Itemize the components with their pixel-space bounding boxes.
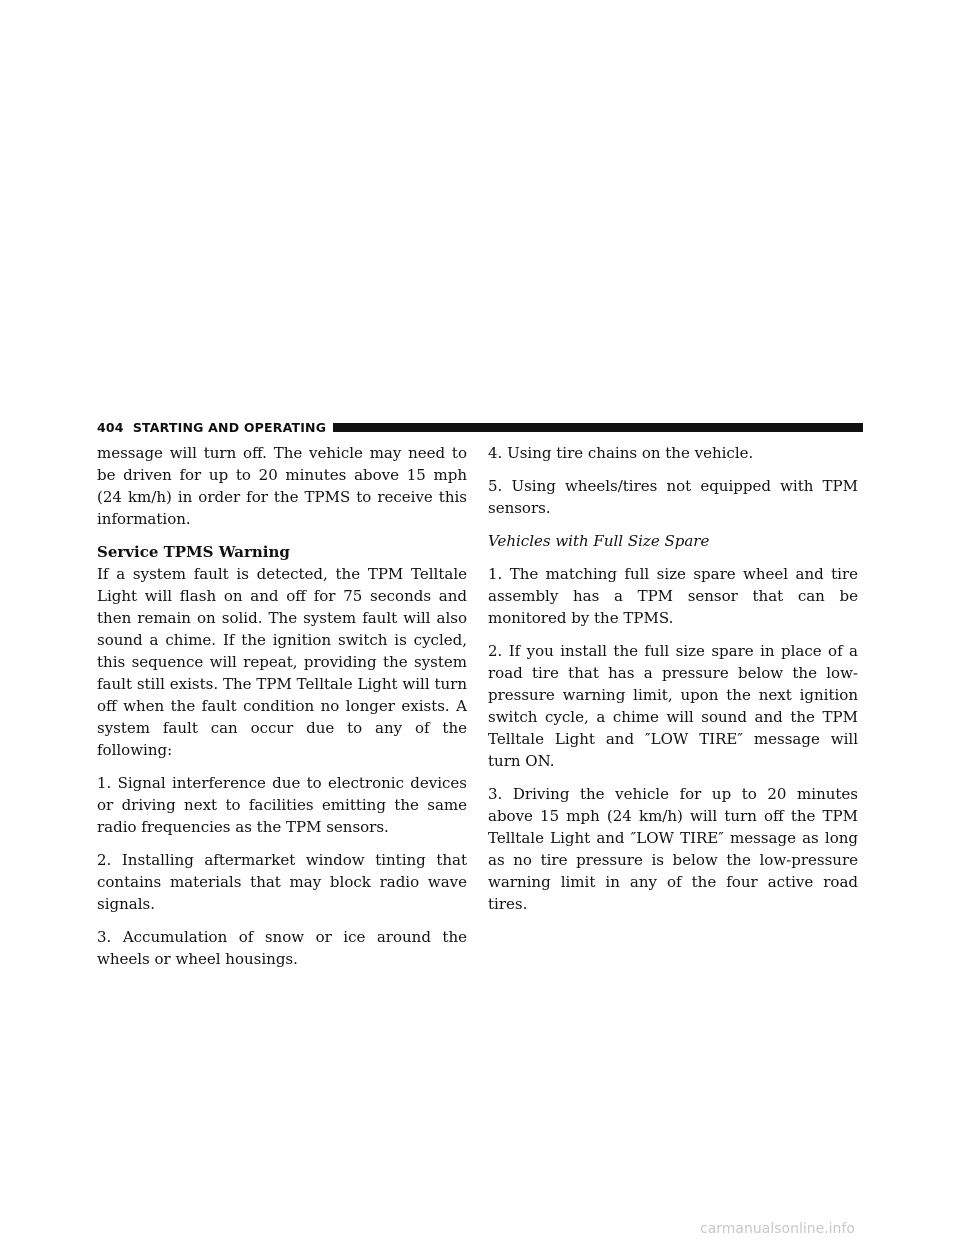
list-item-snow-ice: 3. Accumulation of snow or ice around the wheels or wheel housings. xyxy=(97,928,467,968)
paragraph-continuation: message will turn off. The vehicle may need to be driven for up to 20 minutes above 15 mph (24 km/h) in order for the TPMS to receive this information. xyxy=(97,444,467,528)
watermark: carmanualsonline.info xyxy=(700,1221,855,1237)
list-item-install-spare: 2. If you install the full size spare in place of a road tire that has a pressure below the low-pressure warning limit, upon the next ignition switch cycle, a chime will sound and the TPM Telltale Light and ″LOW TIRE″ message will turn ON. xyxy=(488,642,858,770)
page-header xyxy=(97,419,863,435)
left-column xyxy=(97,442,467,981)
list-item-signal-interference: 1. Signal interference due to electronic devices or driving next to facilities emitting the same radio frequencies as the TPM sensors. xyxy=(97,774,467,836)
list-item-driving-vehicle: 3. Driving the vehicle for up to 20 minutes above 15 mph (24 km/h) will turn off the TPM Telltale Light and ″LOW TIRE″ message as long as no tire pressure is below the low-pressure warning limit in any of the four active road tires. xyxy=(488,785,858,913)
section-title: STARTING AND OPERATING xyxy=(132,419,327,435)
list-item-matching-spare: 1. The matching full size spare wheel and tire assembly has a TPM sensor that can be monitored by the TPMS. xyxy=(488,565,858,627)
list-item-window-tinting: 2. Installing aftermarket window tinting that contains materials that may block radio wave signals. xyxy=(97,851,467,913)
right-column xyxy=(488,442,858,926)
page-header-label xyxy=(97,420,333,435)
section-heading-service-tpms-warning: Service TPMS Warning xyxy=(97,543,290,561)
list-item-wheels-tires: 5. Using wheels/tires not equipped with TPM sensors. xyxy=(488,477,858,517)
header-rule-bar xyxy=(333,423,863,432)
section-heading-full-size-spare: Vehicles with Full Size Spare xyxy=(488,532,710,550)
paragraph-system-fault: If a system fault is detected, the TPM Telltale Light will flash on and off for 75 seconds and then remain on solid. The system fault will also sound a chime. If the ignition switch is cycled, this sequence will repeat, providing the system fault still exists. The TPM Telltale Light will turn off when the fault condition no longer exists. A system fault can occur due to any of the following: xyxy=(97,565,467,759)
page-number: 404 xyxy=(97,419,124,435)
list-item-tire-chains: 4. Using tire chains on the vehicle. xyxy=(488,444,754,462)
